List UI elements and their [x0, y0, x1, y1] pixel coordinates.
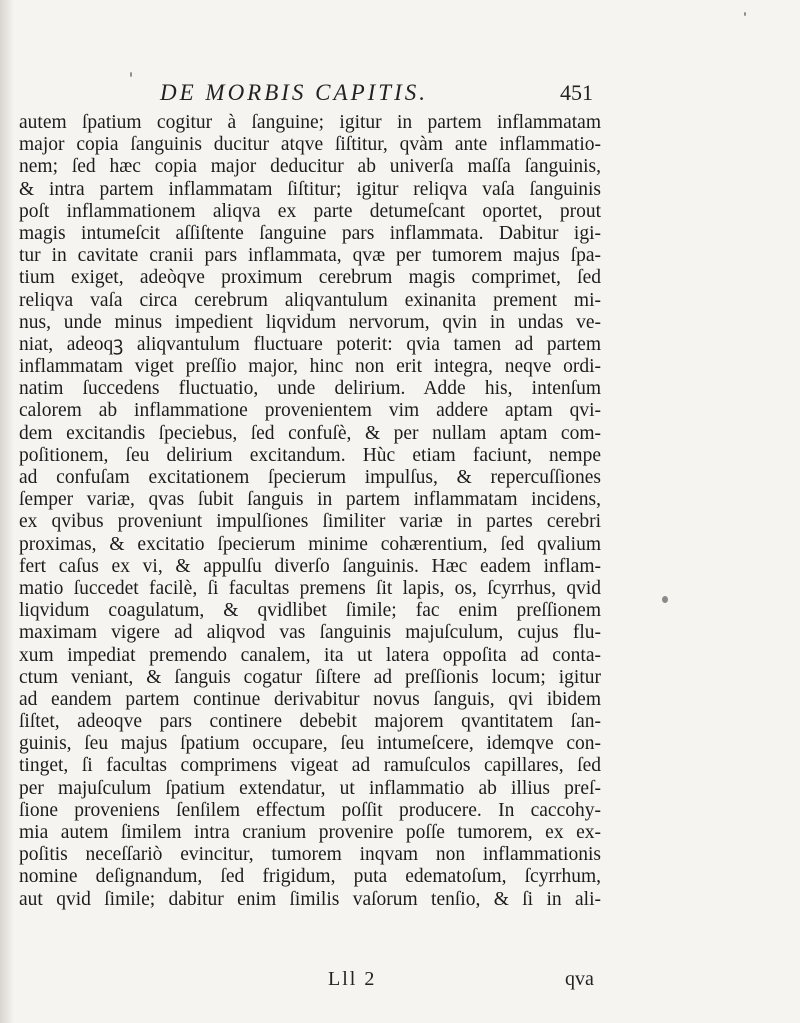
text-line: ſiſtet, adeoqve pars continere debebit majorem qvantitatem ſan- — [19, 711, 601, 733]
text-line: magis intumeſcit aſſiſtente ſanguine pars inflammata. Dabitur igi- — [19, 222, 601, 244]
paper-speck — [744, 12, 746, 16]
text-line: mia autem ſimilem intra cranium provenire poſſe tumorem, ex ex- — [19, 822, 601, 843]
text-line: nem; ſed hæc copia major deducitur ab univerſa maſſa ſanguinis, — [19, 156, 601, 178]
text-line: fert caſus ex vi, & appulſu diverſo ſanguinis. Hæc eadem inflam- — [19, 555, 601, 577]
text-line: nus, unde minus impedient liqvidum nervorum, qvin in undas ve- — [19, 311, 601, 333]
text-line: natim ſuccedens fluctuatio, unde delirium. Adde his, intenſum — [19, 378, 601, 400]
text-line: per majuſculum ſpatium extendatur, ut inflammatio ab illius preſ- — [19, 777, 601, 799]
text-line: calorem ab inflammatione provenientem vim addere aptam qvi- — [19, 400, 601, 422]
running-title: DE MORBIS CAPITIS. — [160, 80, 428, 105]
text-line: ctum veniant, & ſanguis cogatur ſiſtere ad preſſionis locum; igitur — [19, 666, 601, 688]
text-line: ſione proveniens ſenſilem effectum poſſit producere. In caccohy- — [19, 799, 601, 821]
paper-speck — [130, 72, 132, 77]
text-line: inflammatam viget preſſio major, hinc non erit integra, neqve ordi- — [19, 356, 601, 378]
page-header — [0, 80, 800, 110]
text-line: tinget, ſi facultas comprimens vigeat ad ramuſculos capillares, ſed — [19, 755, 601, 777]
text-line: major copia ſanguinis ducitur atqve ſiſtitur, qvàm ante inflammatio- — [19, 134, 601, 156]
text-line: nomine deſignandum, ſed frigidum, puta edematoſum, ſcyrrhum, — [19, 866, 601, 888]
text-line: tur in cavitate cranii pars inflammata, qvæ per tumorem majus ſpa- — [19, 245, 601, 267]
signature-mark: Lll 2 — [328, 968, 377, 990]
page-number: 451 — [560, 80, 593, 105]
paper-speck — [662, 596, 668, 603]
text-line: dem excitandis ſpeciebus, ſed confuſè, & per nullam aptam com- — [19, 422, 601, 444]
text-line: guinis, ſeu majus ſpatium occupare, ſeu intumeſcere, idemqve con- — [19, 733, 601, 755]
text-line: tium exiget, adeòqve proximum cerebrum magis comprimet, ſed — [19, 267, 601, 289]
text-line: proximas, & excitatio ſpecierum minime cohærentium, ſed qvalium — [19, 533, 601, 555]
text-line: poſitionem, ſeu delirium excitandum. Hùc etiam faciunt, nempe — [19, 444, 601, 466]
text-line: poſt inflammationem aliqva ex parte detumeſcant oportet, prout — [19, 200, 601, 222]
text-line: ſemper variæ, qvas ſubit ſanguis in partem inflammatam incidens, — [19, 489, 601, 511]
text-line: liqvidum coagulatum, & qvidlibet ſimile; fac enim preſſionem — [19, 600, 601, 622]
text-line: & intra partem inflammatam ſiſtitur; igitur reliqva vaſa ſanguinis — [19, 178, 601, 200]
text-line: matio ſuccedet facilè, ſi facultas premens ſit lapis, os, ſcyrrhus, qvid — [19, 577, 601, 599]
page-footer — [0, 968, 800, 998]
text-line: ad confuſam excitationem ſpecierum impulſus, & repercuſſiones — [19, 467, 601, 488]
catchword: qva — [565, 968, 594, 990]
text-line: ad eandem partem continue derivabitur novus ſanguis, qvi ibidem — [19, 688, 601, 710]
text-line: reliqva vaſa circa cerebrum aliqvantulum exinanita prement mi- — [19, 289, 601, 311]
text-line: aut qvid ſimile; dabitur enim ſimilis vaſorum tenſio, & ſi in ali- — [19, 888, 601, 910]
text-line: xum impediat premendo canalem, ita ut latera oppoſita ad conta- — [19, 644, 601, 666]
text-line: niat, adeoqꝫ aliqvantulum fluctuare poterit: qvia tamen ad partem — [19, 333, 601, 355]
text-line: ex qvibus proveniunt impulſiones ſimiliter variæ in partes cerebri — [19, 511, 601, 533]
text-line: autem ſpatium cogitur à ſanguine; igitur in partem inflammatam — [19, 112, 601, 133]
page-gutter-shadow — [0, 0, 14, 1023]
text-line: maximam vigere ad aliqvod vas ſanguinis majuſculum, cujus flu- — [19, 622, 601, 644]
body-text — [19, 112, 601, 911]
text-line: poſitis neceſſariò evincitur, tumorem inqvam non inflammationis — [19, 844, 601, 866]
